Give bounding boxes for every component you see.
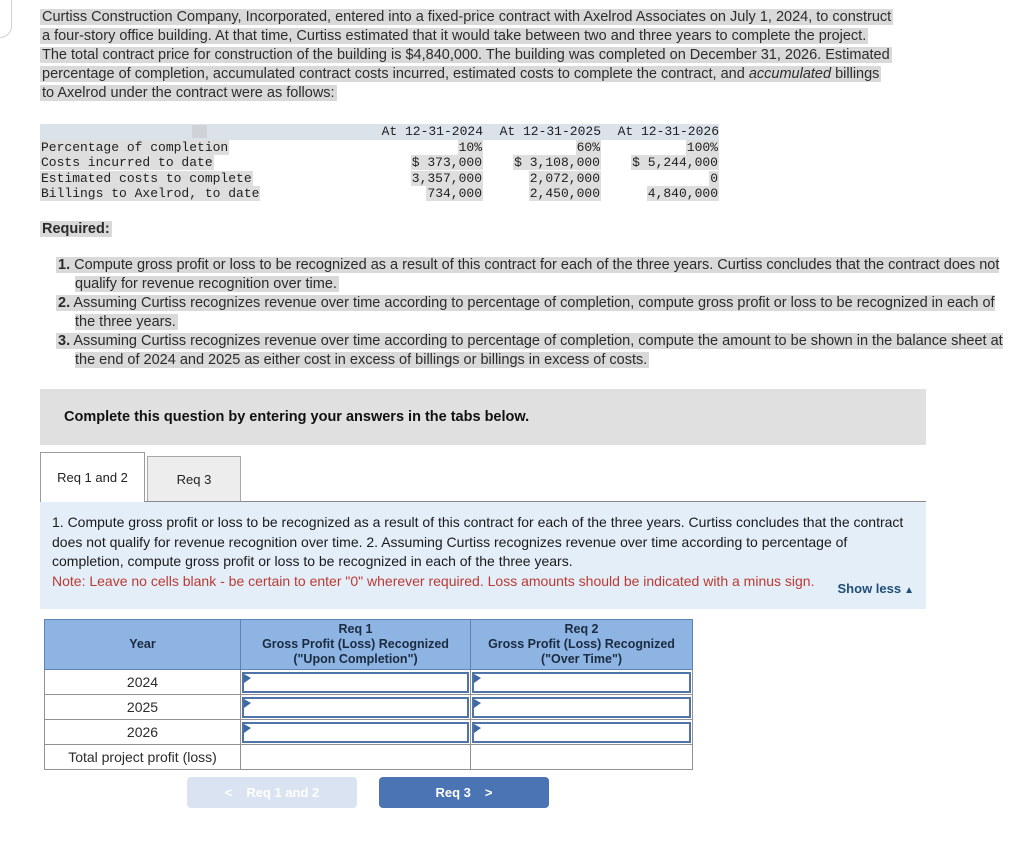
cell-value: $ 3,108,000 — [514, 155, 600, 170]
answer-input-2026-req2[interactable] — [481, 724, 687, 741]
input-marker-icon — [244, 699, 251, 708]
statement-line: a four-story office building. At that time, Curtiss estimated that it would take between two and three years to complete the project. — [42, 28, 867, 44]
answer-row-total — [45, 745, 693, 770]
answer-input-2024-req2[interactable] — [481, 674, 687, 691]
input-cell — [471, 670, 693, 695]
input-marker-icon — [474, 674, 481, 683]
row-label: Billings to Axelrod, to date — [41, 186, 260, 201]
input-marker-icon — [244, 724, 251, 733]
input-cell — [471, 695, 693, 720]
row-label: Costs incurred to date — [41, 155, 213, 170]
cell-value: 0 — [710, 170, 718, 186]
row-label: Estimated costs to complete — [41, 170, 252, 186]
answer-row-2024 — [45, 670, 693, 695]
statement-line: Curtiss Construction Company, Incorporated, entered into a fixed-price contract with Axelrod Associates on July 1, 2024, to construct — [42, 9, 892, 25]
required-heading: Required: — [42, 221, 110, 237]
answer-input-2026-req1[interactable] — [251, 724, 465, 741]
table-row — [40, 140, 719, 156]
year-cell: 2025 — [45, 695, 241, 720]
cell-value: 2,450,000 — [529, 186, 600, 201]
cell-value: $ 373,000 — [411, 155, 482, 170]
row-label: Percentage of completion — [41, 139, 229, 155]
problem-statement — [40, 8, 893, 103]
chevron-right-icon: > — [484, 785, 493, 800]
tab-req-3[interactable]: Req 3 — [147, 456, 241, 502]
answer-table-header-row — [45, 620, 693, 670]
header-year: Year — [45, 620, 241, 670]
tab-req-1-and-2[interactable]: Req 1 and 2 — [40, 452, 145, 502]
footer-navigation — [44, 777, 692, 808]
answer-input-2024-req1[interactable] — [251, 674, 465, 691]
instructions-note: Note: Leave no cells blank - be certain to enter "0" wherever required. Loss amounts should be indicated with a minus sign. — [52, 572, 815, 589]
required-list — [56, 256, 1012, 370]
cell-value: 2,072,000 — [529, 170, 600, 186]
next-button[interactable]: Req 3 > — [379, 777, 549, 808]
cell-value: 100% — [686, 139, 718, 155]
year-cell: 2026 — [45, 720, 241, 745]
required-item-2: 2. Assuming Curtiss recognizes revenue over time according to percentage of completion, compute gross profit or loss to be recognized in each of the three years. — [58, 295, 995, 330]
header-spacer — [40, 124, 365, 140]
cell-value: 3,357,000 — [411, 170, 482, 186]
column-header-2026: At 12-31-2026 — [617, 124, 719, 139]
prev-button[interactable]: < Req 1 and 2 — [187, 777, 357, 808]
statement-line: to Axelrod under the contract were as follows: — [42, 85, 335, 101]
statement-line: The total contract price for construction of the building is $4,840,000. The building was completed on December 31, 2026. Estimated — [42, 47, 890, 63]
cell-value: 4,840,000 — [647, 186, 718, 201]
table-row — [40, 186, 719, 202]
answer-input-2025-req1[interactable] — [251, 699, 465, 716]
cell-value: 60% — [576, 139, 600, 155]
required-item-1: 1. Compute gross profit or loss to be recognized as a result of this contract for each of the three years. Curtiss concludes that the contract does not qualify for revenue recognition over time. — [58, 257, 1000, 292]
total-cell-req1 — [241, 745, 471, 770]
input-marker-icon — [474, 724, 481, 733]
answer-table — [44, 619, 693, 770]
input-cell — [241, 720, 471, 745]
year-cell: 2024 — [45, 670, 241, 695]
input-marker-icon — [244, 674, 251, 683]
table-row — [40, 155, 719, 171]
header-req1: Req 1 Gross Profit (Loss) Recognized ("Upon Completion") — [241, 620, 471, 670]
cell-value: 734,000 — [427, 186, 482, 201]
input-marker-icon — [474, 699, 481, 708]
cell-value: $ 5,244,000 — [632, 155, 718, 170]
answer-row-2026 — [45, 720, 693, 745]
input-cell — [241, 695, 471, 720]
tab-bar — [40, 452, 926, 502]
chevron-left-icon: < — [224, 785, 233, 800]
instructions-panel — [40, 502, 926, 609]
column-header-2024: At 12-31-2024 — [381, 124, 483, 139]
panel-corner — [0, 0, 12, 38]
triangle-up-icon: ▲ — [904, 584, 914, 596]
input-cell — [471, 720, 693, 745]
answer-row-2025 — [45, 695, 693, 720]
complete-banner: Complete this question by entering your answers in the tabs below. — [40, 389, 926, 445]
total-label: Total project profit (loss) — [45, 745, 241, 770]
column-header-2025: At 12-31-2025 — [499, 124, 601, 139]
input-cell — [241, 670, 471, 695]
cell-value: 10% — [458, 139, 482, 155]
header-req2: Req 2 Gross Profit (Loss) Recognized ("Over Time") — [471, 620, 693, 670]
table-row — [40, 171, 719, 187]
answer-input-2025-req2[interactable] — [481, 699, 687, 716]
statement-line: percentage of completion, accumulated contract costs incurred, estimated costs to complete the contract, and accumulated billings — [42, 66, 880, 82]
contract-data-table — [40, 124, 719, 202]
contract-table-header-row — [40, 124, 719, 140]
instructions-text: 1. Compute gross profit or loss to be recognized as a result of this contract for each of the three years. Curtiss concludes that the contract does not qualify for revenue recognition over time. 2. Assuming Curtiss recognizes revenue over time according to percentage of completion, compute gross profit or loss to be recognized in each of the three years. — [52, 514, 904, 569]
show-less-link[interactable]: Show less ▲ — [837, 580, 914, 596]
required-item-3: 3. Assuming Curtiss recognizes revenue over time according to percentage of completion, compute the amount to be shown in the balance sheet at the end of 2024 and 2025 as either cost in excess of billings or billings in excess of costs. — [58, 333, 1003, 368]
total-cell-req2 — [471, 745, 693, 770]
